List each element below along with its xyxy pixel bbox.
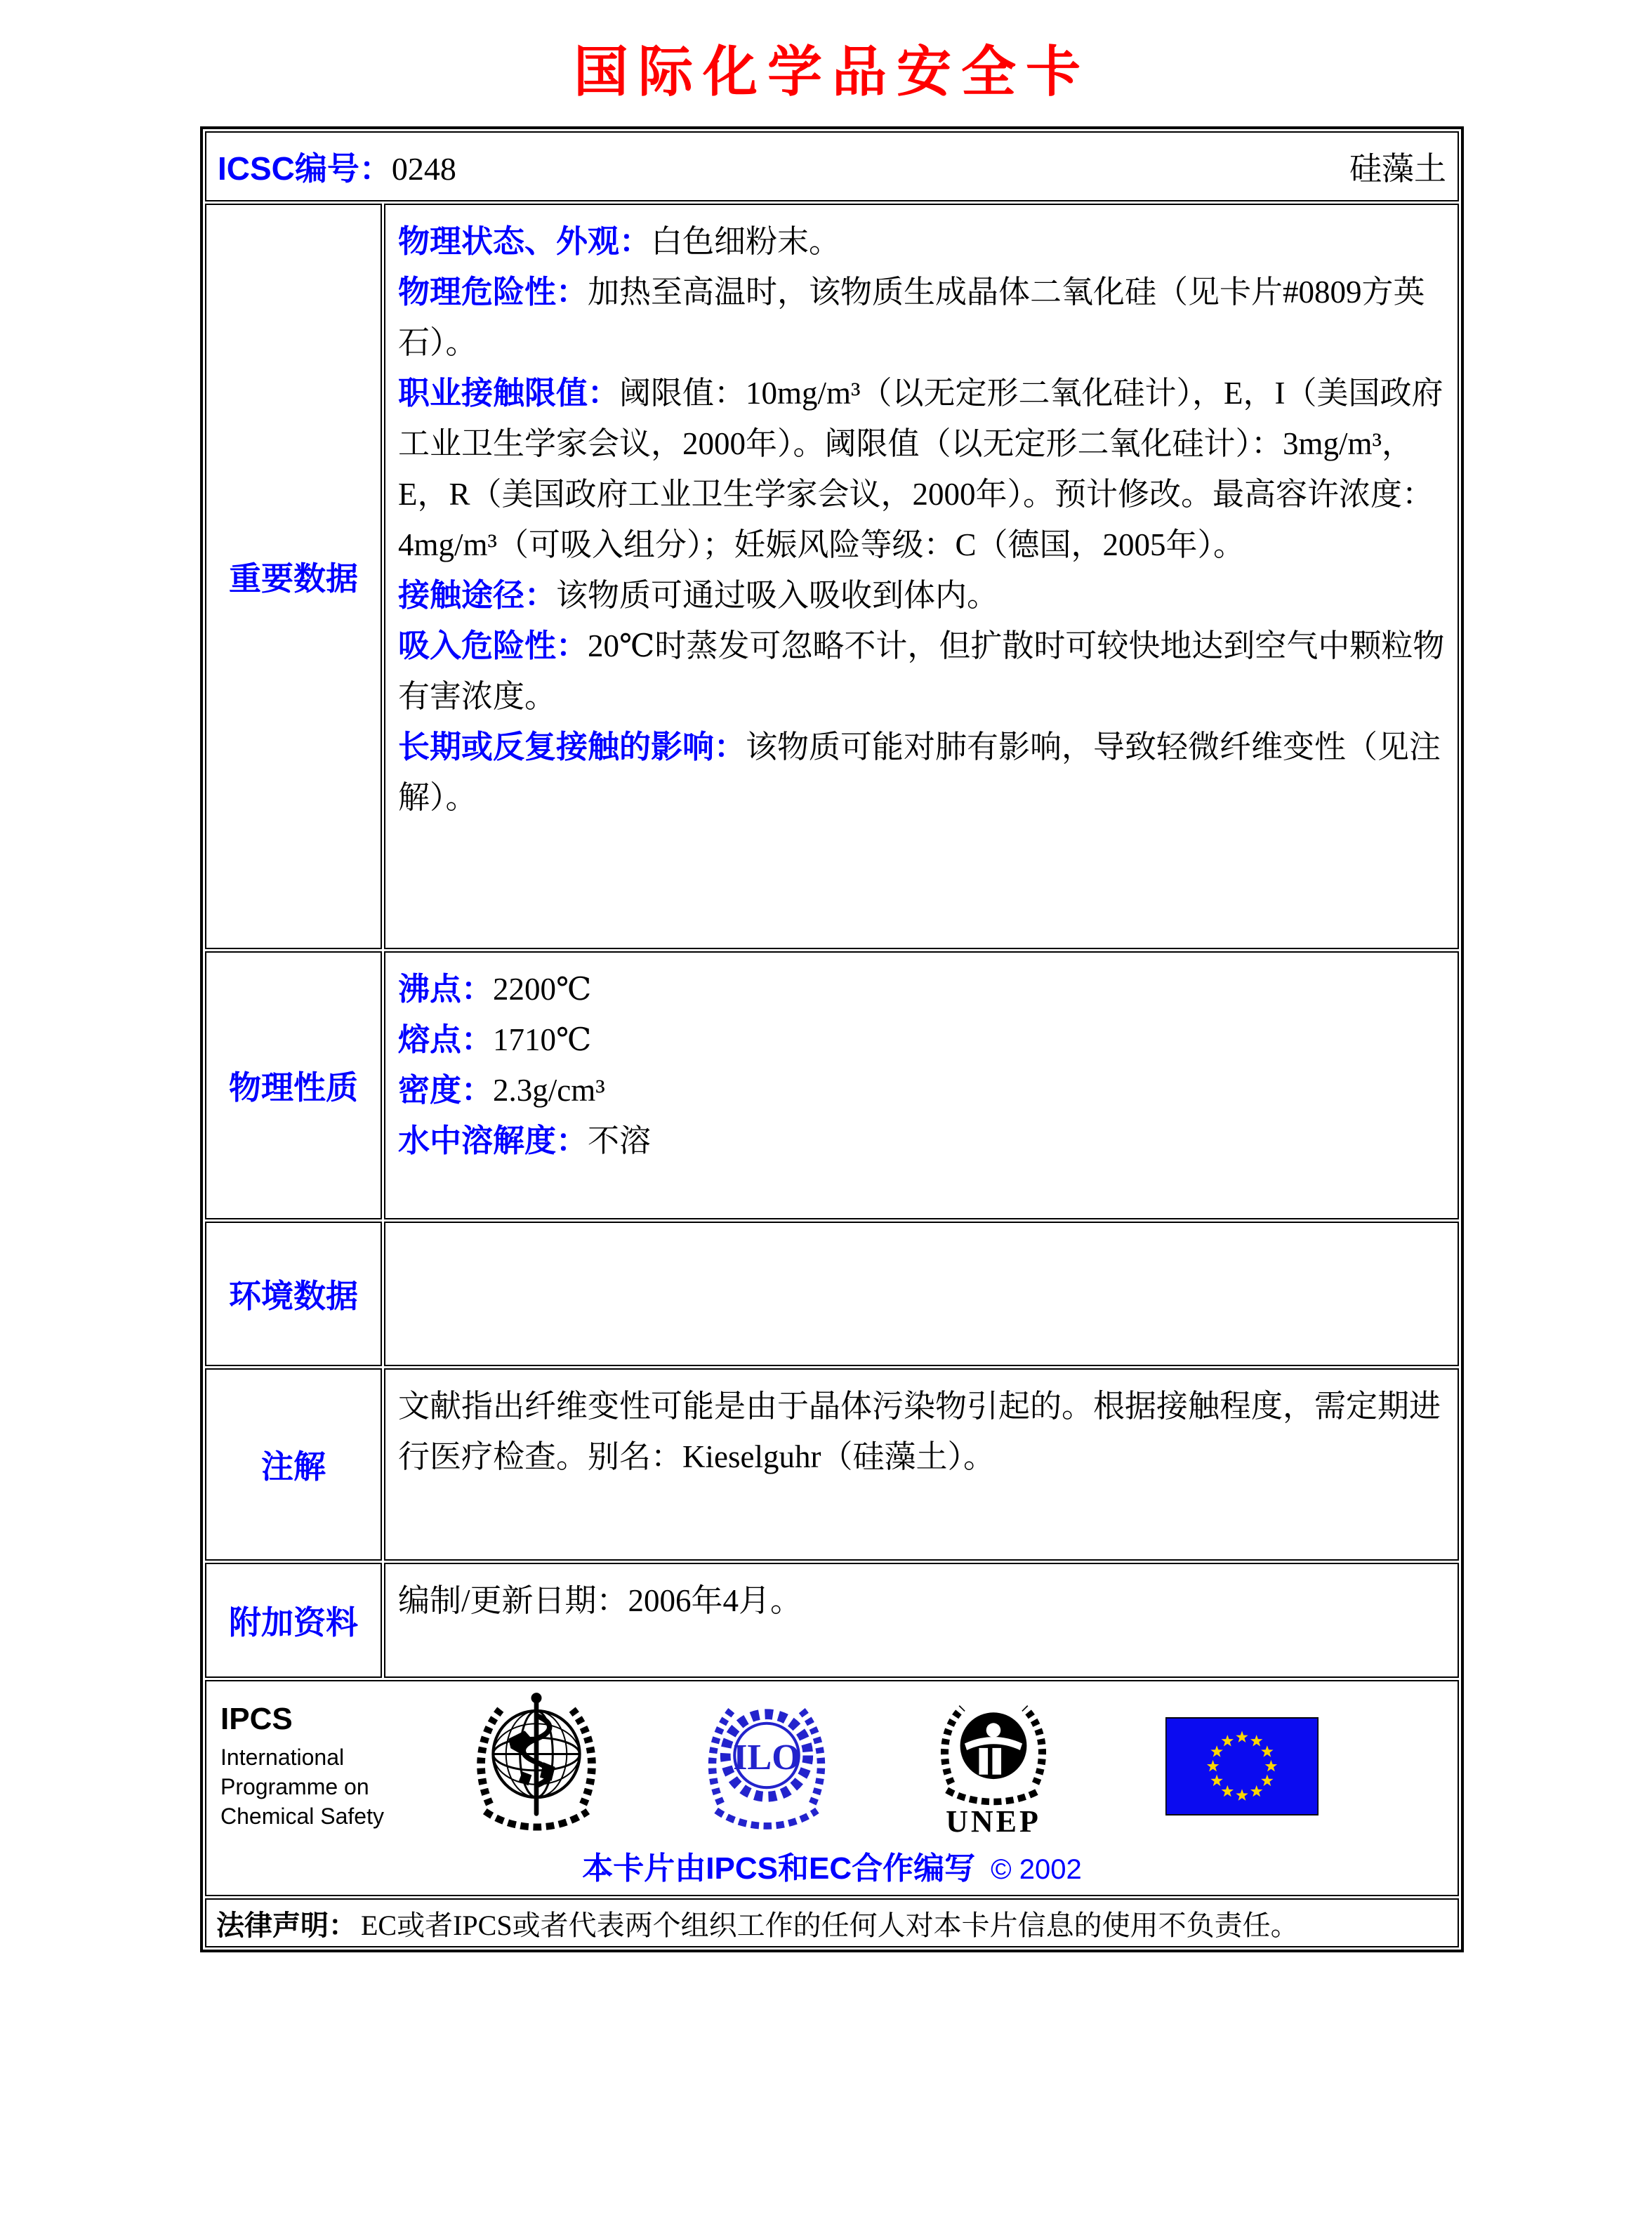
field-value: 阈限值：10mg/m³（以无定形二氧化硅计），E，I（美国政府工业卫生学家会议，2000年）。阈限值（以无定形二氧化硅计）：3mg/m³，E，R（美国政府工业卫生学家会议，2000年）。预计修改。最高容许浓度：4mg/m³（可吸入组分）；妊娠风险等级：C（德国，2005年）。 [398,376,1443,562]
field-value: 白色细粉末。 [651,224,841,259]
field-label: 水中溶解度： [398,1123,588,1158]
field-exposure-routes [398,570,1445,621]
field-label: 吸入危险性： [398,628,588,663]
row-label-physical-properties: 物理性质 [205,951,382,1219]
field-value: 加热至高温时，该物质生成晶体二氧化硅（见卡片#0809方英石）。 [398,274,1425,360]
field-melting-point [398,1014,1445,1065]
notes-content: 文献指出纤维变性可能是由于晶体污染物引起的。根据接触程度，需定期进行医疗检查。别名：Kieselguhr（硅藻土）。 [384,1368,1459,1561]
field-value: 1710℃ [493,1022,592,1057]
field-label: 职业接触限值： [398,375,620,411]
legal-notice-label: 法律声明： [216,1910,357,1941]
unep-wordmark: UNEP [946,1804,1041,1839]
field-value: 不溶 [588,1123,652,1158]
page-title: 国际化学品安全卡 [573,41,1090,102]
icsc-card-table [200,126,1464,1952]
organizations-row [205,1680,1459,1896]
additional-information-content: 编制/更新日期：2006年4月。 [384,1563,1459,1678]
ilo-letters: ILO [733,1737,800,1778]
icsc-number-group [218,143,456,190]
field-label: 熔点： [398,1021,494,1057]
ilo-logo-icon [698,1691,835,1841]
credit-line [220,1843,1443,1891]
field-label: 物理状态、外观： [398,223,652,259]
field-value: 20℃时蒸发可忽略不计，但扩散时可较快地达到空气中颗粒物有害浓度。 [398,628,1445,714]
field-inhalation-risk [398,621,1445,722]
unep-logo-icon [927,1695,1060,1838]
field-longterm-effects [398,722,1445,823]
eu-flag-icon [1165,1717,1319,1815]
ipcs-name-line: Programme on [220,1774,369,1799]
field-value: 2200℃ [493,972,592,1007]
row-label-important-data: 重要数据 [205,204,382,949]
field-occupational-limits [398,368,1445,570]
field-label: 密度： [398,1072,494,1108]
row-label-notes: 注解 [205,1368,382,1561]
chemical-name: 硅藻土 [1349,151,1446,187]
row-label-environmental-data: 环境数据 [205,1222,382,1366]
important-data-content [384,204,1459,949]
field-physical-state [398,216,1445,267]
field-physical-hazard [398,267,1445,368]
field-boiling-point [398,964,1445,1014]
field-density [398,1065,1445,1116]
field-value: 2.3g/cm³ [493,1073,605,1108]
field-value: 该物质可能对肺有影响，导致轻微纤维变性（见注解）。 [398,729,1441,815]
environmental-data-content [384,1222,1459,1366]
copyright-text: © 2002 [991,1854,1082,1885]
ipcs-acronym: IPCS [220,1702,293,1736]
logo-row [220,1690,1443,1843]
card-header-row [205,131,1459,201]
ipcs-name-line: International [220,1745,345,1770]
physical-properties-content [384,951,1459,1219]
legal-notice-text: EC或者IPCS或者代表两个组织工作的任何人对本卡片信息的使用不负责任。 [361,1909,1299,1941]
field-label: 接触途径： [398,577,557,613]
who-logo-icon [466,1690,607,1843]
ipcs-name-line: Chemical Safety [220,1804,384,1829]
icsc-number-label: ICSC编号： [218,150,392,187]
field-value: 该物质可通过吸入吸收到体内。 [556,578,999,613]
field-label: 长期或反复接触的影响： [398,729,746,765]
credit-text: 本卡片由IPCS和EC合作编写 [582,1851,976,1886]
field-label: 沸点： [398,971,494,1007]
field-water-solubility [398,1116,1445,1166]
ipcs-logo [220,1702,431,1831]
field-label: 物理危险性： [398,274,588,310]
icsc-number-value: 0248 [391,151,456,187]
row-label-additional-information: 附加资料 [205,1563,382,1678]
legal-notice-row [205,1898,1459,1947]
